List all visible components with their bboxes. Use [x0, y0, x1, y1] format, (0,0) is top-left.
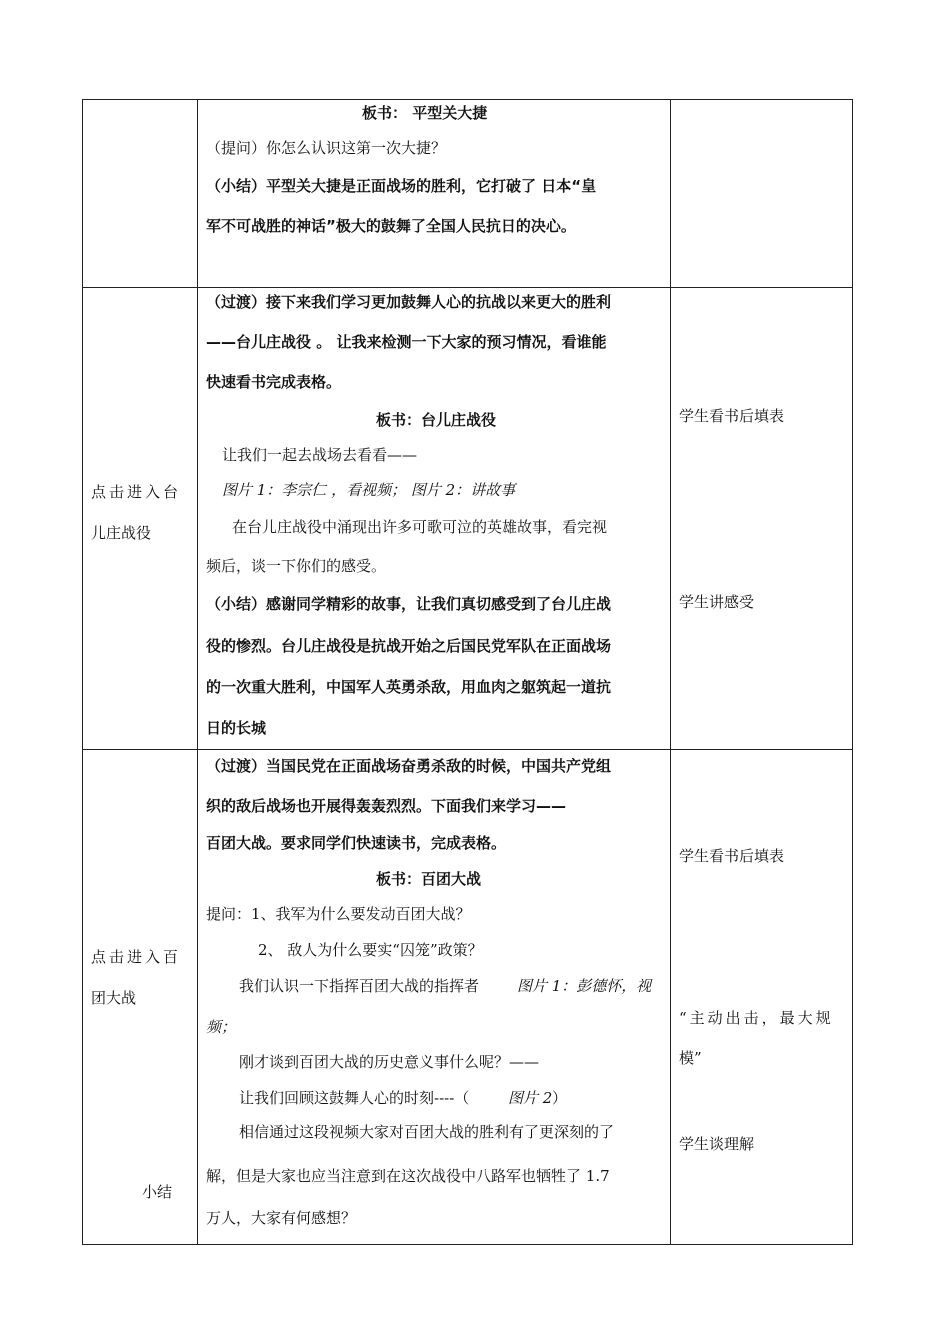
body-text: 刚才谈到百团大战的历史意义事什么呢？——	[239, 1053, 540, 1071]
question-text: （提问）你怎么认识这第一次大捷？	[206, 139, 447, 157]
transition-text: ——台儿庄战役 。 让我来检测一下大家的预习情况，看谁能	[206, 333, 607, 351]
transition-text: 织的敌后战场也开展得轰轰烈烈。下面我们来学习——	[206, 797, 567, 815]
summary-text: （小结）感谢同学精彩的故事，让我们真切感受到了台儿庄战	[206, 595, 612, 613]
summary-text: 军不可战胜的神话”极大的鼓舞了全国人民抗日的决心。	[206, 217, 576, 235]
row-divider-1	[82, 287, 852, 288]
body-text: 万人，大家有何感想？	[206, 1209, 357, 1227]
body-text: 解，但是大家也应当注意到在这次战役中八路军也牺牲了 1.7	[206, 1167, 610, 1185]
summary-text: 日的长城	[206, 719, 267, 737]
row-divider-2	[82, 749, 852, 750]
baituan-link[interactable]: 团大战	[91, 989, 137, 1007]
answer-quote: 模”	[679, 1049, 702, 1067]
board-title-taierzhuang: 板书：台儿庄战役	[376, 411, 497, 429]
summary-text: 役的惨烈。台儿庄战役是抗战开始之后国民党军队在正面战场	[206, 637, 612, 655]
question-text: 2、 敌人为什么要实“囚笼”政策？	[258, 941, 483, 959]
picture-reference: 频；	[206, 1018, 237, 1036]
transition-text: （过渡）当国民党在正面战场奋勇杀敌的时候，中国共产党组	[206, 757, 612, 775]
body-text: 我们认识一下指挥百团大战的指挥者	[239, 977, 480, 995]
student-activity: 学生讲感受	[679, 593, 755, 611]
student-activity: 学生看书后填表	[679, 407, 785, 425]
taierzhuang-link[interactable]: 儿庄战役	[91, 524, 152, 542]
summary-text: （小结）平型关大捷是正面战场的胜利，它打破了 日本“皇	[206, 177, 597, 195]
column-divider-1	[197, 99, 198, 1244]
student-activity: 学生谈理解	[679, 1135, 755, 1153]
student-activity: 学生看书后填表	[679, 847, 785, 865]
picture-reference: 图片 1：李宗仁 ，看视频； 图片 2：讲故事	[222, 481, 516, 499]
summary-label: 小结	[142, 1183, 173, 1201]
column-divider-2	[670, 99, 671, 1244]
picture-reference: 图片 2	[508, 1089, 553, 1107]
baituan-link[interactable]: 点击进入百	[91, 948, 182, 966]
transition-text: （过渡）接下来我们学习更加鼓舞人心的抗战以来更大的胜利	[206, 293, 612, 311]
taierzhuang-link[interactable]: 点击进入台	[91, 483, 182, 501]
body-text: 让我们一起去战场去看看——	[222, 446, 418, 464]
board-title-pingxingguan: 板书： 平型关大捷	[362, 104, 488, 122]
transition-text: 百团大战。要求同学们快速读书，完成表格。	[206, 834, 507, 852]
question-text: 提问：1、我军为什么要发动百团大战？	[206, 905, 471, 923]
body-text: 让我们回顾这鼓舞人心的时刻----（	[239, 1089, 470, 1107]
transition-text: 快速看书完成表格。	[206, 373, 342, 391]
board-title-baituan: 板书：百团大战	[376, 870, 482, 888]
summary-text: 的一次重大胜利，中国军人英勇杀敌，用血肉之躯筑起一道抗	[206, 678, 612, 696]
picture-reference: 图片 1：彭德怀，视	[517, 977, 652, 995]
body-text: 相信通过这段视频大家对百团大战的胜利有了更深刻的了	[239, 1123, 615, 1141]
body-text: 频后，谈一下你们的感受。	[206, 557, 387, 575]
body-text: ）	[552, 1089, 568, 1107]
body-text: 在台儿庄战役中涌现出许多可歌可泣的英雄故事，看完视	[232, 518, 608, 536]
answer-quote: “主动出击，最大规	[679, 1009, 834, 1027]
